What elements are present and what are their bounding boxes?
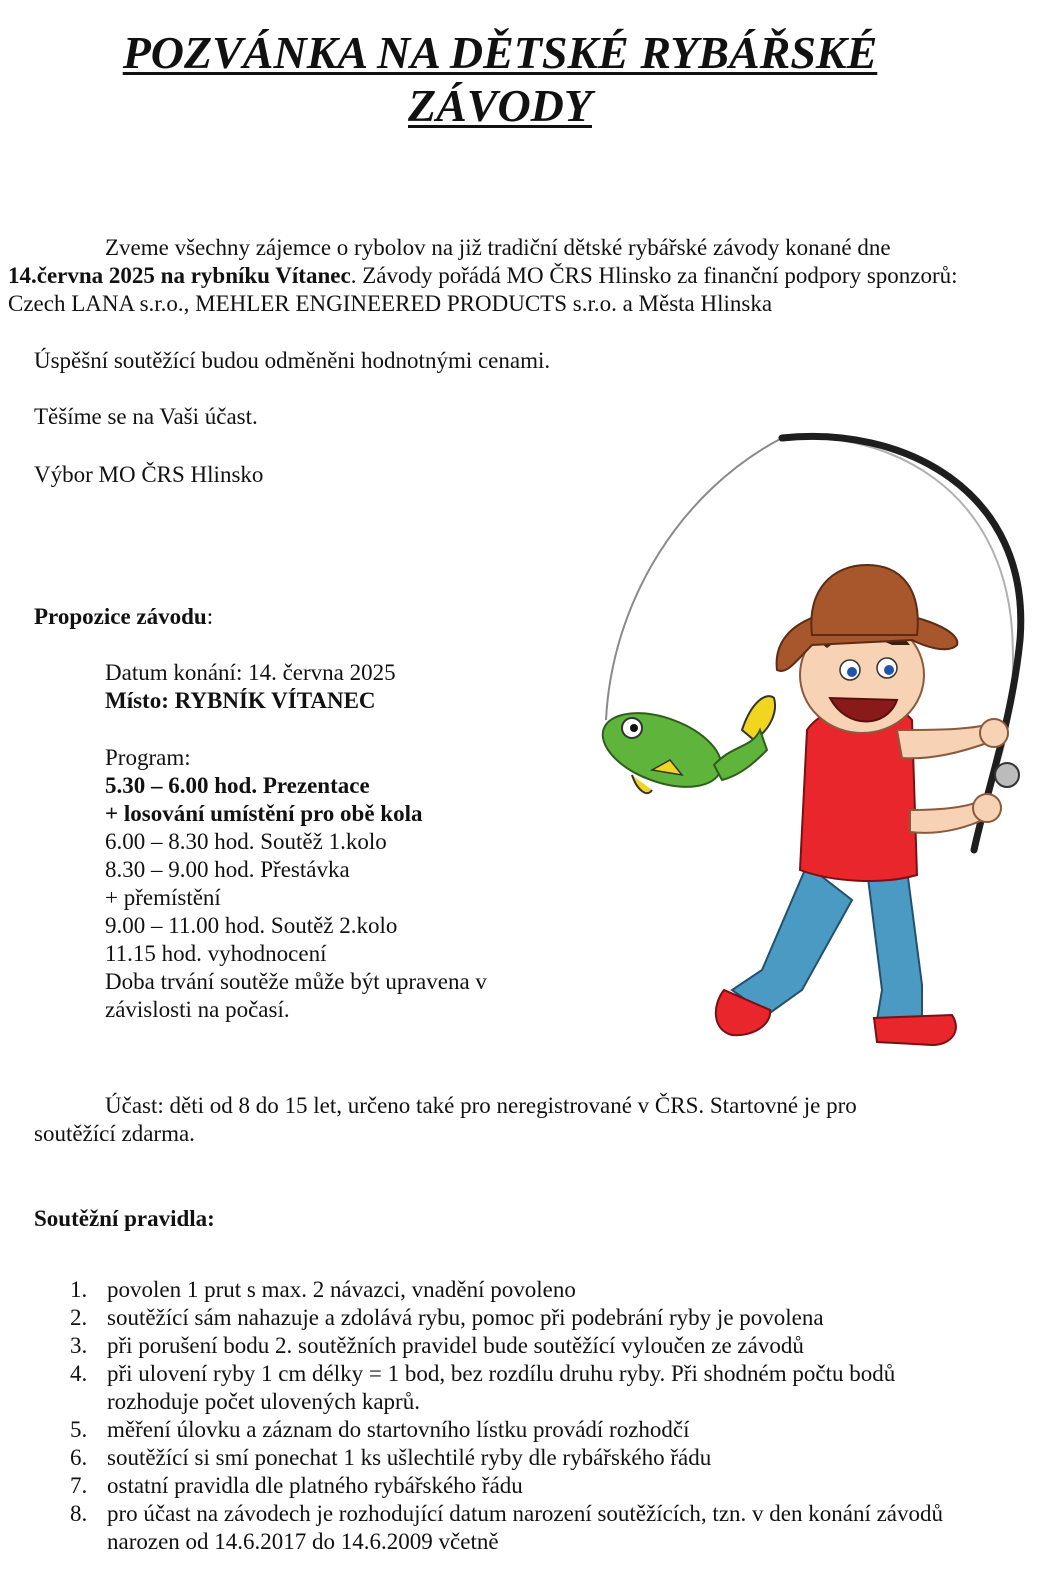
rule-number: 5. (70, 1417, 88, 1442)
signature-text: Výbor MO ČRS Hlinsko (34, 462, 264, 487)
rule-number: 8. (70, 1501, 88, 1526)
fishing-line (606, 438, 782, 720)
program-item: závislosti na počasí. (105, 997, 290, 1022)
rule-number: 2. (70, 1305, 88, 1330)
intro-date-place: 14.června 2025 na rybníku Vítanec (8, 263, 351, 288)
program-item: 6.00 – 8.30 hod. Soutěž 1.kolo (105, 829, 387, 854)
prizes-text: Úspěšní soutěžící budou odměněni hodnotnými cenami. (34, 348, 551, 373)
rules-heading: Soutěžní pravidla: (34, 1206, 215, 1231)
boy-leg-left (732, 865, 852, 1015)
boy-hat-crown (811, 565, 917, 635)
list-item (60, 1416, 960, 1444)
program-block (105, 744, 545, 1024)
list-item (60, 1304, 960, 1332)
place-line: Místo: RYBNÍK VÍTANEC (105, 688, 376, 713)
intro-text-1: Zveme všechny zájemce o rybolov na již tradiční dětské rybářské závody konané dne (105, 235, 891, 260)
title-line-2: ZÁVODY (408, 80, 592, 131)
rule-text: soutěžící si smí ponechat 1 ks ušlechtilé ryby dle rybářského řádu (107, 1445, 712, 1470)
program-item: 11.15 hod. vyhodnocení (105, 941, 327, 966)
date-line: Datum konání: 14. června 2025 (105, 660, 396, 685)
rule-text: soutěžící sám nahazuje a zdolává rybu, pomoc při podebrání ryby je povolena (107, 1305, 824, 1330)
rule-number: 6. (70, 1445, 88, 1470)
program-item: + přemístění (105, 885, 221, 910)
rule-text: ostatní pravidla dle platného rybářského řádu (107, 1473, 523, 1498)
event-details (105, 659, 545, 715)
list-item (60, 1332, 960, 1360)
rule-text: při porušení bodu 2. soutěžních pravidel bude soutěžící vyloučen ze závodů (107, 1333, 804, 1358)
program-label: Program: (105, 745, 191, 770)
program-item-bold: + losování umístění pro obě kola (105, 801, 423, 826)
rule-text: při ulovení ryby 1 cm délky = 1 bod, bez rozdílu druhu ryby. Při shodném počtu bodů rozhoduje počet ulovených kaprů. (107, 1361, 896, 1414)
rule-number: 3. (70, 1333, 88, 1358)
list-item (60, 1444, 960, 1472)
program-item-bold: 5.30 – 6.00 hod. Prezentace (105, 773, 370, 798)
reel-icon (995, 763, 1019, 787)
participation-line-2: soutěžící zdarma. (34, 1121, 195, 1146)
rule-text: pro účast na závodech je rozhodující datum narození soutěžících, tzn. v den konání závodů narozen od 14.6.2017 do 14.6.2009 včetně (107, 1501, 943, 1554)
program-item: 8.30 – 9.00 hod. Přestávka (105, 857, 350, 882)
participation-line-1: Účast: děti od 8 do 15 let, určeno také pro neregistrované v ČRS. Startovné je pro (105, 1093, 857, 1118)
rule-text: povolen 1 prut s max. 2 návazci, vnadění povoleno (107, 1277, 576, 1302)
list-item (60, 1360, 960, 1416)
list-item (60, 1276, 960, 1304)
participation-paragraph (34, 1092, 934, 1148)
rule-number: 1. (70, 1277, 88, 1302)
propositions-heading-colon: : (206, 604, 214, 629)
boy-hand-lower (973, 794, 1001, 822)
program-item: Doba trvání soutěže může být upravena v (105, 969, 487, 994)
list-item (60, 1472, 960, 1500)
rules-list (60, 1276, 960, 1556)
boy-arm-upper (897, 725, 990, 758)
rule-number: 7. (70, 1473, 88, 1498)
fish-icon (593, 696, 775, 801)
rule-number: 4. (70, 1361, 88, 1386)
propositions-heading (34, 603, 213, 631)
propositions-heading-label: Propozice závodu (34, 604, 207, 629)
rule-text: měření úlovku a záznam do startovního lístku provádí rozhodčí (107, 1417, 690, 1442)
title-line-1: POZVÁNKA NA DĚTSKÉ RYBÁŘSKÉ (122, 27, 878, 78)
program-item: 9.00 – 11.00 hod. Soutěž 2.kolo (105, 913, 398, 938)
intro-paragraph (8, 234, 958, 318)
shoe-right (874, 1015, 956, 1045)
list-item (60, 1500, 960, 1556)
looking-forward-text: Těšíme se na Vaši účast. (34, 404, 258, 429)
intro-text-2: . Závody pořádá MO ČRS Hlinsko za finanční podpory sponzorů: Czech LANA s.r.o., MEHLER ENGINEERED PRODUCTS s.r.o. a Města Hlinska (8, 263, 958, 316)
page-title (0, 26, 1000, 132)
boy-leg-right (867, 870, 922, 1020)
boy-fishing-illustration (592, 430, 1042, 1060)
boy-hand-upper (980, 719, 1008, 747)
